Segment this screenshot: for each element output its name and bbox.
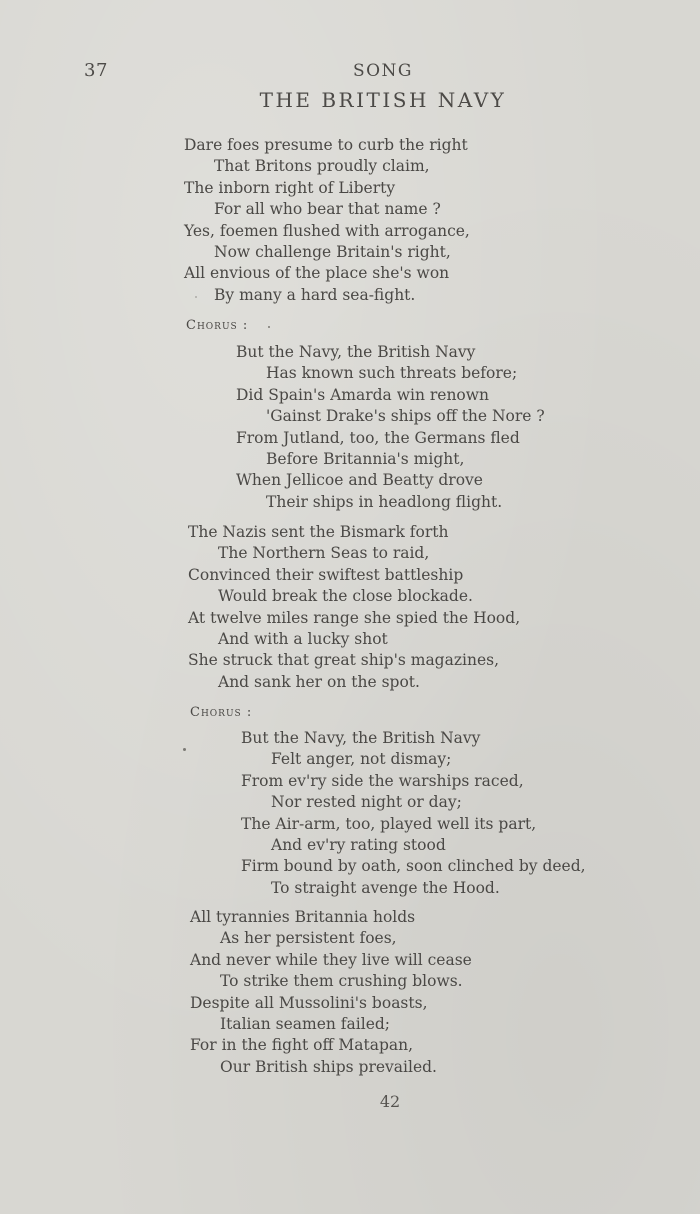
chorus-line: 'Gainst Drake's ships off the Nore ? [266, 407, 545, 426]
verse-line: Convinced their swiftest battleship [188, 565, 464, 584]
paper-speck [195, 296, 197, 298]
chorus-line: But the Navy, the British Navy [236, 343, 476, 361]
verse-line: All tyrannies Britannia holds [190, 908, 416, 926]
verse-line: As her persistent foes, [220, 929, 397, 948]
chorus-line: From Jutland, too, the Germans fled [236, 428, 520, 447]
verse-line: To strike them crushing blows. [220, 972, 463, 991]
paper-speck [183, 748, 186, 751]
chorus-line: Nor rested night or day; [271, 793, 462, 812]
verse-line: Dare foes presume to curb the right [184, 136, 468, 154]
chorus-line: And ev'ry rating stood [271, 836, 446, 855]
verse-line: And never while they live will cease [190, 950, 472, 969]
chorus-2 [241, 728, 586, 899]
verse-line: And sank her on the spot. [218, 672, 420, 691]
verse-line: All envious of the place she's won [184, 264, 450, 283]
verse-1 [184, 135, 470, 306]
verse-line: At twelve miles range she spied the Hood, [188, 608, 521, 627]
chorus-line: The Air-arm, too, played well its part, [241, 814, 537, 833]
chorus-label: Chorus : [190, 705, 253, 720]
chorus-line: Before Britannia's might, [266, 450, 465, 469]
chorus-line: To straight avenge the Hood. [271, 878, 500, 897]
song-title: THE BRITISH NAVY [259, 88, 507, 112]
chorus-line: Felt anger, not dismay; [271, 750, 452, 769]
verse-line: For all who bear that name ? [214, 200, 441, 219]
verse-line: Our British ships prevailed. [220, 1057, 437, 1076]
chorus-line: Firm bound by oath, soon clinched by deed, [241, 857, 586, 876]
folio-number: 42 [379, 1092, 401, 1111]
chorus-line: From ev'ry side the warships raced, [241, 771, 524, 790]
chorus-line: When Jellicoe and Beatty drove [236, 471, 483, 490]
chorus-line: Their ships in headlong flight. [266, 492, 503, 511]
chorus-line: Did Spain's Amarda win renown [236, 385, 490, 404]
chorus-label: Chorus : [186, 318, 249, 333]
verse-line: The Nazis sent the Bismark forth [188, 523, 449, 541]
verse-line: That Britons proudly claim, [214, 157, 430, 176]
song-label: SONG [352, 61, 414, 81]
chorus-1 [236, 342, 545, 513]
verse-line: The inborn right of Liberty [184, 178, 396, 197]
verse-line: Now challenge Britain's right, [214, 243, 451, 262]
verse-line: Italian seamen failed; [220, 1015, 391, 1034]
verse-line: And with a lucky shot [218, 630, 388, 649]
verse-2 [188, 522, 520, 693]
verse-line: Would break the close blockade. [218, 587, 473, 606]
chorus-line: But the Navy, the British Navy [241, 729, 481, 747]
verse-line: The Northern Seas to raid, [218, 544, 430, 563]
verse-line: She struck that great ship's magazines, [188, 651, 500, 670]
verse-3 [190, 907, 472, 1078]
paper-speck [268, 326, 270, 328]
page-number: 37 [84, 60, 108, 81]
verse-line: Yes, foemen flushed with arrogance, [184, 221, 470, 240]
verse-line: Despite all Mussolini's boasts, [190, 993, 428, 1012]
verse-line: For in the fight off Matapan, [190, 1036, 414, 1055]
chorus-line: Has known such threats before; [266, 364, 518, 383]
verse-line: By many a hard sea-fight. [214, 285, 416, 304]
